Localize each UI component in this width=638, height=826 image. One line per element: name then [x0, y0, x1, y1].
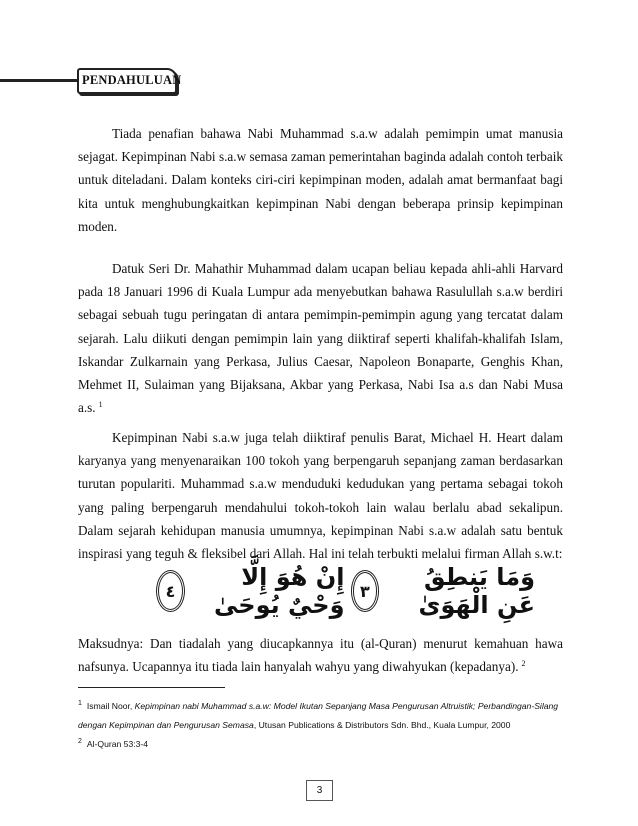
paragraph-intro-text: Tiada penafian bahawa Nabi Muhammad s.a.w adalah pemimpin umat manusia sejagat. Kepimpinan Nabi s.a.w semasa zaman pemerintahan baginda adalah contoh terbaik untuk diteladani. Dalam konteks ciri-ciri kepimpinan moden, adalah amat bermanfaat bagi kita untuk menghubungkaitkan kepimpinan Nabi dengan beberapa prinsip kepimpinan moden.	[78, 126, 563, 234]
section-heading: PENDAHULUAN	[82, 73, 182, 87]
paragraph-translation-text: Maksudnya: Dan tiadalah yang diucapkannya itu (al-Quran) menurut kemahuan hawa nafsunya. Ucapannya itu tiada lain hanyalah wahyu yang diwahyukan (kepadanya).	[78, 636, 563, 675]
quran-verse-3: وَمَا يَنطِقُ عَنِ الْهَوَىٰ	[418, 563, 535, 619]
footnote-1-number: 1	[78, 700, 82, 708]
footnote-1-author: Ismail Noor,	[86, 701, 135, 711]
ayah-mark-4: ٤	[156, 570, 185, 612]
page-number: 3	[306, 780, 333, 801]
footnote-2	[78, 735, 563, 754]
footnote-ref-1: 1	[98, 399, 103, 409]
paragraph-mahathir-text: Datuk Seri Dr. Mahathir Muhammad dalam ucapan beliau kepada ahli-ahli Harvard pada 18 Januari 1996 di Kuala Lumpur ada menyebutkan bahawa Rasulullah s.a.w berdiri sebagai sebuah tugu peringatan di antara pemimpin-pemimpin agung yang tercatat dalam sejarah. Lalu diikuti dengan pemimpin lain yang diiktiraf seperti khalifah-khalifah Islam, Iskandar Zulkarnain yang Perkasa, Julius Caesar, Napoleon Bonaparte, Genghis Khan, Mehmet II, Sulaiman yang Bijaksana, Akbar yang Perkasa, Nabi Isa a.s dan Nabi Musa a.s.	[78, 261, 563, 416]
footnote-2-number: 2	[78, 738, 82, 746]
quran-verse	[150, 565, 535, 617]
quran-verse-4: إِنْ هُوَ إِلَّا وَحْيٌ يُوحَىٰ	[214, 563, 345, 619]
footnote-1-title: Kepimpinan nabi Muhammad s.a.w: Model Ikutan Sepanjang Masa Pengurusan Altruistik; Perbandingan-Silang dengan Kepimpinan dan Pengurusan Semasa	[78, 701, 559, 730]
paragraph-hart	[78, 426, 563, 565]
footnote-divider	[78, 687, 225, 688]
footnote-ref-2: 2	[521, 658, 526, 668]
footnote-1-publisher: , Utusan Publications & Distributors Sdn. Bhd., Kuala Lumpur, 2000	[253, 720, 511, 730]
paragraph-intro	[78, 122, 563, 238]
ayah-mark-3: ٣	[351, 570, 380, 612]
footnote-2-text: Al-Quran 53:3-4	[86, 739, 149, 749]
heading-rule-line	[0, 79, 78, 82]
paragraph-hart-text: Kepimpinan Nabi s.a.w juga telah diiktiraf penulis Barat, Michael H. Heart dalam karyanya yang menyenaraikan 100 tokoh yang berpengaruh sepanjang zaman berdasarkan turutan populariti. Muhammad s.a.w menduduki kedudukan yang pertama sebagai tokoh yang paling berpengaruh mendahului tokoh-tokoh lain walau berlalu abad sekalipun. Dalam sejarah kehidupan manusia umumnya, kepimpinan Nabi s.a.w adalah satu bentuk inspirasi yang teguh & fleksibel dari Allah. Hal ini telah terbukti melalui firman Allah s.w.t:	[78, 430, 563, 562]
paragraph-mahathir	[78, 257, 563, 419]
paragraph-translation	[78, 632, 563, 678]
footnote-1	[78, 697, 563, 735]
